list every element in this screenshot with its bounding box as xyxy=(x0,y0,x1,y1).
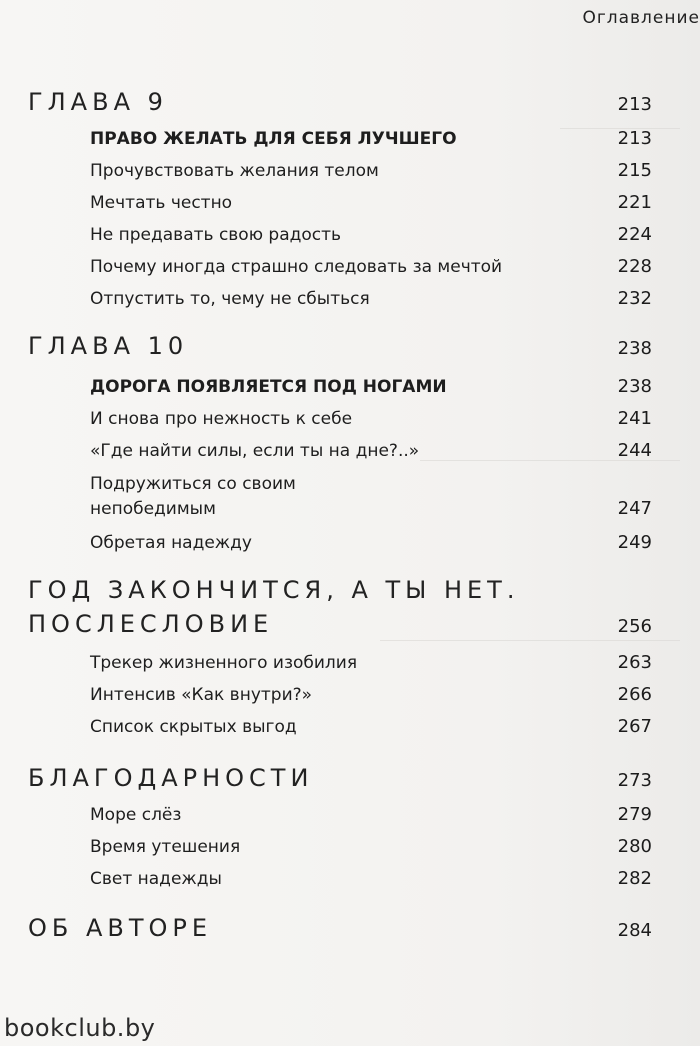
toc-item[interactable] xyxy=(90,256,652,277)
chapter-title: ОБ АВТОРЕ xyxy=(28,914,213,942)
chapter-title: БЛАГОДАРНОСТИ xyxy=(28,764,314,792)
item-title: Море слёз xyxy=(90,805,182,825)
item-title: ДОРОГА ПОЯВЛЯЕТСЯ ПОД НОГАМИ xyxy=(90,377,447,397)
item-title-line-2: непобедимым xyxy=(90,499,216,519)
toc-item[interactable] xyxy=(90,160,652,181)
item-title: Обретая надежду xyxy=(90,533,252,553)
toc-item[interactable] xyxy=(90,684,652,705)
toc-about-author[interactable] xyxy=(28,914,652,942)
page-number: 224 xyxy=(617,224,652,245)
item-title: Мечтать честно xyxy=(90,193,233,213)
toc-item[interactable] xyxy=(90,532,652,553)
page-number: 228 xyxy=(617,256,652,277)
afterword-title-line-1: ГОД ЗАКОНЧИТСЯ, А ТЫ НЕТ. xyxy=(28,576,520,604)
item-title: Свет надежды xyxy=(90,869,222,889)
toc-afterword[interactable] xyxy=(28,610,652,638)
item-title: И снова про нежность к себе xyxy=(90,409,353,429)
toc-item[interactable] xyxy=(90,868,652,889)
item-title-line-1: Подружиться со своим xyxy=(90,474,296,494)
item-title: Список скрытых выгод xyxy=(90,717,297,737)
toc-item[interactable] xyxy=(90,716,652,737)
toc-item[interactable] xyxy=(90,224,652,245)
page-number: 215 xyxy=(617,160,652,181)
page-number: 267 xyxy=(617,716,652,737)
page-number: 263 xyxy=(617,652,652,673)
toc-item[interactable] xyxy=(90,498,652,519)
toc-item[interactable] xyxy=(90,804,652,825)
item-title: ПРАВО ЖЕЛАТЬ ДЛЯ СЕБЯ ЛУЧШЕГО xyxy=(90,129,457,149)
toc-item[interactable] xyxy=(90,440,652,461)
page-number: 280 xyxy=(617,836,652,857)
item-title: Время утешения xyxy=(90,837,241,857)
page-number: 282 xyxy=(617,868,652,889)
chapter-title: ГЛАВА 9 xyxy=(28,88,168,116)
toc-item[interactable] xyxy=(90,128,652,149)
toc-item[interactable] xyxy=(90,288,652,309)
page-number: 279 xyxy=(617,804,652,825)
page-number: 247 xyxy=(617,498,652,519)
toc-chapter-9[interactable] xyxy=(28,88,652,116)
bleed-through-line xyxy=(380,640,680,641)
toc-item[interactable] xyxy=(90,652,652,673)
toc-chapter-10[interactable] xyxy=(28,332,652,360)
item-title: Интенсив «Как внутри?» xyxy=(90,685,313,705)
chapter-title: ГЛАВА 10 xyxy=(28,332,189,360)
page-number: 249 xyxy=(617,532,652,553)
page-number: 284 xyxy=(617,920,652,941)
page-number: 213 xyxy=(617,94,652,115)
page-number: 238 xyxy=(617,338,652,359)
page-number: 213 xyxy=(617,128,652,149)
item-title: Почему иногда страшно следовать за мечтой xyxy=(90,257,503,277)
toc-item[interactable] xyxy=(90,836,652,857)
page-number: 232 xyxy=(617,288,652,309)
toc-item[interactable] xyxy=(90,192,652,213)
site-watermark: bookclub.by xyxy=(4,1014,156,1042)
page-number: 241 xyxy=(617,408,652,429)
item-title: «Где найти силы, если ты на дне?..» xyxy=(90,441,420,461)
afterword-title-line-2: ПОСЛЕСЛОВИЕ xyxy=(28,610,274,638)
item-title: Не предавать свою радость xyxy=(90,225,342,245)
page-number: 238 xyxy=(617,376,652,397)
toc-acknowledgements[interactable] xyxy=(28,764,652,792)
page-number: 244 xyxy=(617,440,652,461)
running-head: Оглавление xyxy=(582,8,700,28)
page-number: 256 xyxy=(617,616,652,637)
page-number: 273 xyxy=(617,770,652,791)
item-title: Трекер жизненного изобилия xyxy=(90,653,358,673)
toc-item[interactable] xyxy=(90,408,652,429)
page-number: 221 xyxy=(617,192,652,213)
item-title: Отпустить то, чему не сбыться xyxy=(90,289,370,309)
page-number: 266 xyxy=(617,684,652,705)
item-title: Прочувствовать желания телом xyxy=(90,161,379,181)
toc-item[interactable] xyxy=(90,376,652,397)
